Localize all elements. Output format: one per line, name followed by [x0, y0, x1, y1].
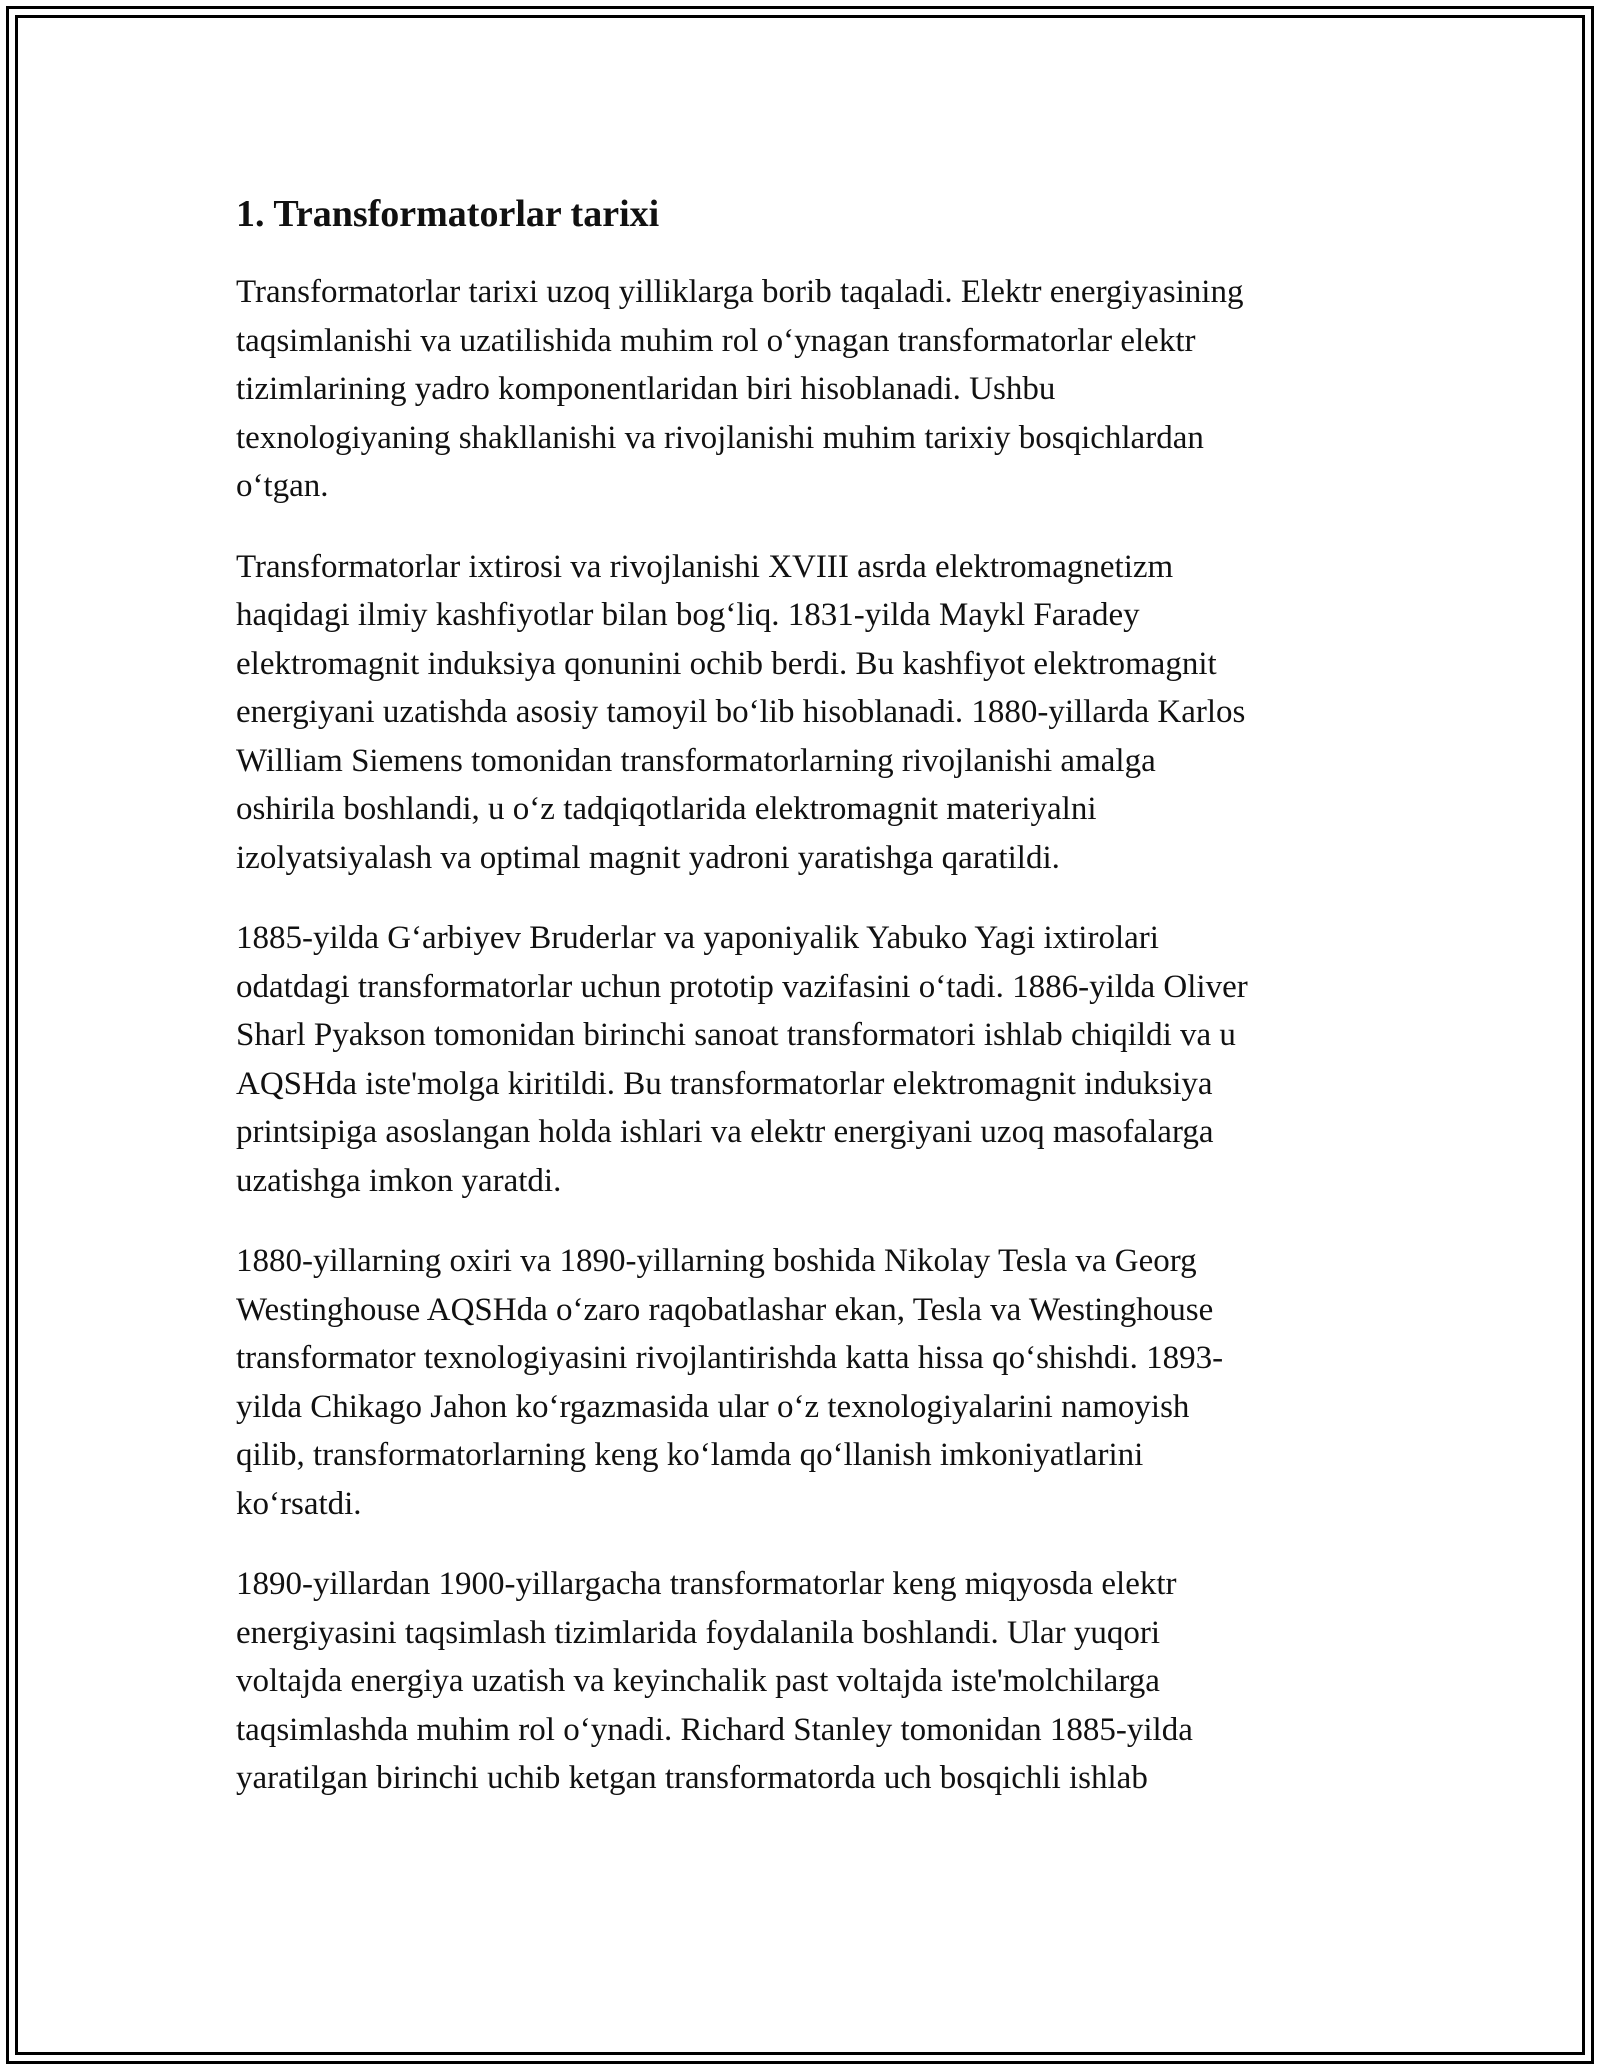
- paragraph-2: Transformatorlar ixtirosi va rivojlanishi XVIII asrda elektromagnetizm haqidagi ilmiy kashfiyotlar bilan bogʻliq. 1831-yilda Maykl Faradey elektromagnit induksiya qonunini ochib berdi. Bu kashfiyot elektromagnit energiyani uzatishda asosiy tamoyil boʻlib hisoblanadi. 1880-yillarda Karlos William Siemens tomonidan transformatorlarning rivojlanishi amalga oshirila boshlandi, u oʻz tadqiqotlarida elektromagnit materiyalni izolyatsiyalash va optimal magnit yadroni yaratishga qaratildi.: [236, 548, 1246, 876]
- document-body: [236, 182, 1376, 1835]
- section-heading: 1. Transformatorlar tarixi: [236, 193, 660, 235]
- paragraph-3: 1885-yilda Gʻarbiyev Bruderlar va yaponiyalik Yabuko Yagi ixtirolari odatdagi transformatorlar uchun prototip vazifasini oʻtadi. 1886-yilda Oliver Sharl Pyakson tomonidan birinchi sanoat transformatori ishlab chiqildi va u AQSHda iste'molga kiritildi. Bu transformatorlar elektromagnit induksiya printsipiga asoslangan holda ishlari va elektr energiyani uzoq masofalarga uzatishga imkon yaratdi.: [236, 920, 1248, 1199]
- paragraph-4: 1880-yillarning oxiri va 1890-yillarning boshida Nikolay Tesla va Georg Westinghouse AQSHda oʻzaro raqobatlashar ekan, Tesla va Westinghouse transformator texnologiyasini rivojlantirishda katta hissa qoʻshishdi. 1893- yilda Chikago Jahon koʻrgazmasida ular oʻz texnologiyalarini namoyish qilib, transformatorlarning keng koʻlamda qoʻllanish imkoniyatlarini koʻrsatdi.: [236, 1243, 1224, 1522]
- paragraph-1: Transformatorlar tarixi uzoq yilliklarga borib taqaladi. Elektr energiyasining taqsimlanishi va uzatilishida muhim rol oʻynagan transformatorlar elektr tizimlarining yadro komponentlaridan biri hisoblanadi. Ushbu texnologiyaning shakllanishi va rivojlanishi muhim tarixiy bosqichlardan oʻtgan.: [236, 274, 1244, 504]
- paragraph-5: 1890-yillardan 1900-yillargacha transformatorlar keng miqyosda elektr energiyasini taqsimlash tizimlarida foydalanila boshlandi. Ular yuqori voltajda energiya uzatish va keyinchalik past voltajda iste'molchilarga taqsimlashda muhim rol oʻynadi. Richard Stanley tomonidan 1885-yilda yaratilgan birinchi uchib ketgan transformatorda uch bosqichli ishlab: [236, 1566, 1193, 1796]
